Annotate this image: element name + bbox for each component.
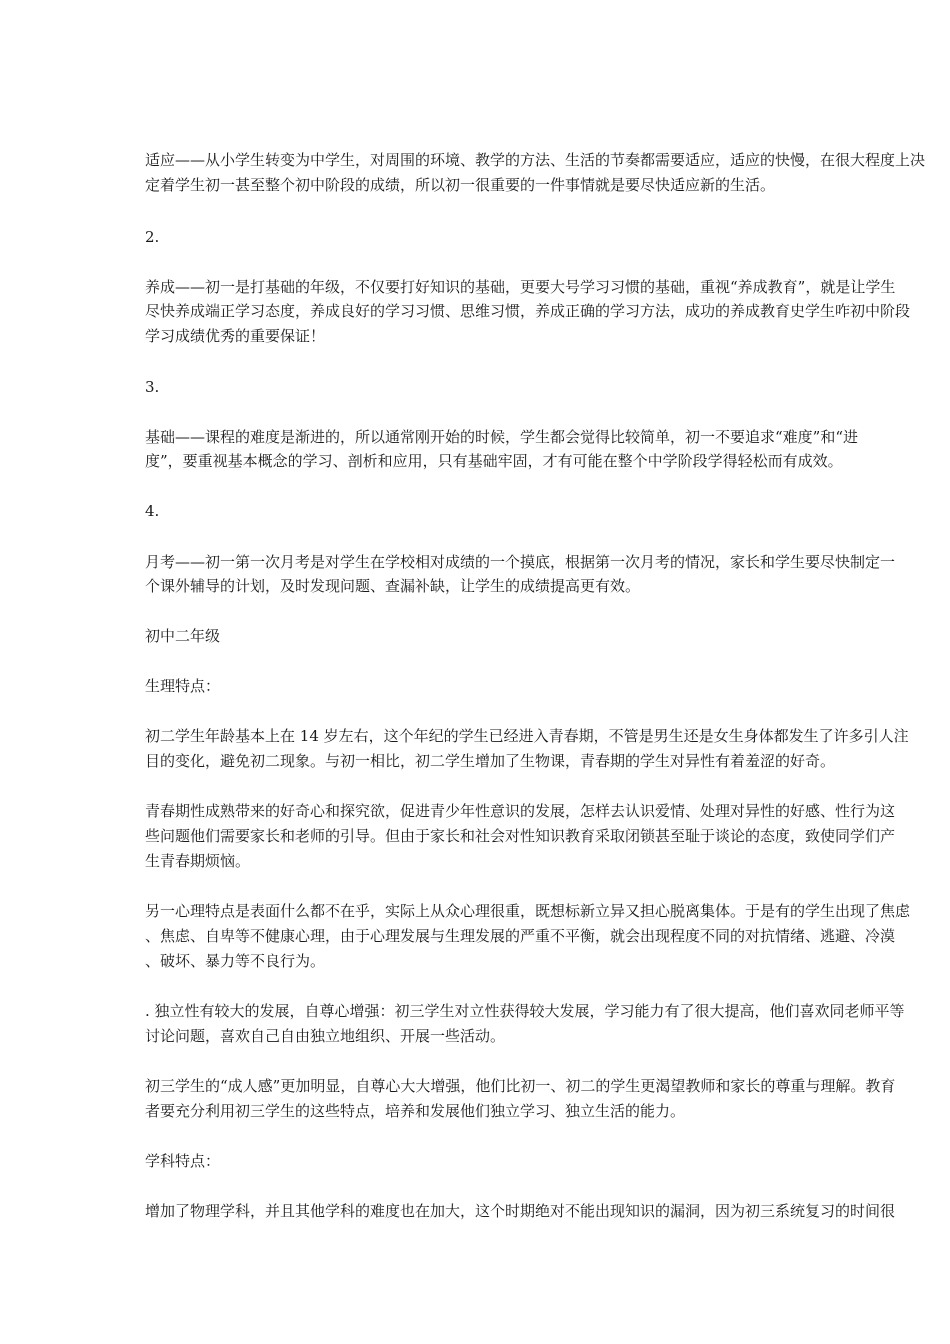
- text-line: 、焦虑、自卑等不健康心理，由于心理发展与生理发展的严重不平衡，就会出现程度不同的对抗情绪、逃避、冷漠: [145, 927, 896, 945]
- section-heading: 初中二年级: [145, 627, 221, 645]
- subsection-heading: 学科特点：: [145, 1152, 221, 1170]
- section-number: 2.: [145, 228, 160, 246]
- text-line: 生青春期烦恼。: [145, 852, 251, 870]
- text-line: 目的变化，避免初二现象。与初一相比，初二学生增加了生物课，青春期的学生对异性有着羞涩的好奇。: [145, 752, 836, 770]
- text-line: . 独立性有较大的发展，自尊心增强：初三学生对立性获得较大发展，学习能力有了很大提高，他们喜欢同老师平等: [145, 1002, 905, 1020]
- text-line: 另一心理特点是表面什么都不在乎，实际上从众心理很重，既想标新立异又担心脱离集体。于是有的学生出现了焦虑: [145, 902, 911, 920]
- text-line: 学习成绩优秀的重要保证！: [145, 327, 326, 345]
- text-line: 初三学生的“成人感”更加明显，自尊心大大增强，他们比初一、初二的学生更渴望教师和家长的尊重与理解。教育: [145, 1077, 896, 1095]
- text-line: 适应——从小学生转变为中学生，对周围的环境、教学的方法、生活的节奏都需要适应，适应的快慢，在很大程度上决: [145, 151, 926, 169]
- text-line: 基础——课程的难度是渐进的，所以通常刚开始的时候，学生都会觉得比较简单，初一不要追求“难度”和“进: [145, 428, 859, 446]
- text-line: 讨论问题，喜欢自己自由独立地组织、开展一些活动。: [145, 1027, 506, 1045]
- subsection-heading: 生理特点：: [145, 677, 221, 695]
- text-line: 青春期性成熟带来的好奇心和探究欲，促进青少年性意识的发展，怎样去认识爱情、处理对异性的好感、性行为这: [145, 802, 896, 820]
- text-line: 个课外辅导的计划，及时发现问题、查漏补缺，让学生的成绩提高更有效。: [145, 577, 641, 595]
- text-line: 度”，要重视基本概念的学习、剖析和应用，只有基础牢固，才有可能在整个中学阶段学得轻松而有成效。: [145, 452, 843, 470]
- text-line: 尽快养成端正学习态度，养成良好的学习习惯、思维习惯，养成正确的学习方法，成功的养成教育史学生咋初中阶段: [145, 302, 911, 320]
- text-line: 、破坏、暴力等不良行为。: [145, 952, 326, 970]
- text-line: 初二学生年龄基本上在 14 岁左右，这个年纪的学生已经进入青春期，不管是男生还是女生身体都发生了许多引人注: [145, 727, 909, 745]
- text-line: 者要充分利用初三学生的这些特点，培养和发展他们独立学习、独立生活的能力。: [145, 1102, 686, 1120]
- text-line: 月考——初一第一次月考是对学生在学校相对成绩的一个摸底，根据第一次月考的情况，家长和学生要尽快制定一: [145, 553, 896, 571]
- text-line: 些问题他们需要家长和老师的引导。但由于家长和社会对性知识教育采取闭锁甚至耻于谈论的态度，致使同学们产: [145, 827, 896, 845]
- text-line: 增加了物理学科，并且其他学科的难度也在加大，这个时期绝对不能出现知识的漏洞，因为初三系统复习的时间很: [145, 1202, 896, 1220]
- text-line: 定着学生初一甚至整个初中阶段的成绩，所以初一很重要的一件事情就是要尽快适应新的生活。: [145, 176, 776, 194]
- text-line: 养成——初一是打基础的年级，不仅要打好知识的基础，更要大号学习习惯的基础，重视“养成教育”，就是让学生: [145, 278, 896, 296]
- section-number: 3.: [145, 378, 160, 396]
- section-number: 4.: [145, 502, 160, 520]
